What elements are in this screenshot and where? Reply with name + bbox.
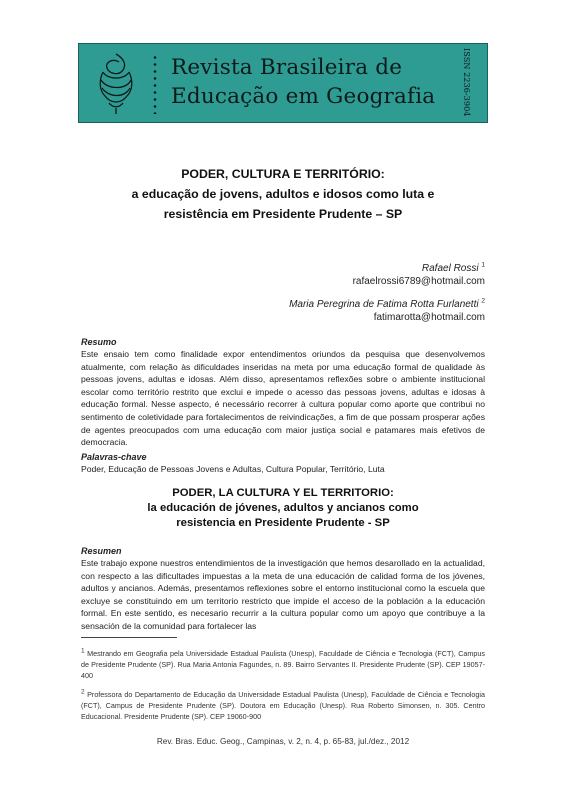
keywords-pt bbox=[81, 451, 485, 476]
spiral-shell-logo-icon bbox=[93, 50, 139, 118]
footnote-2 bbox=[81, 689, 485, 722]
author-1 bbox=[353, 262, 485, 288]
journal-title: Revista Brasileira de Educação em Geografia bbox=[171, 55, 436, 109]
author-1-name: Rafael Rossi bbox=[421, 263, 479, 274]
abstract-pt-label: Resumo bbox=[81, 337, 117, 347]
footnote-2-text: Professora do Departamento de Educação da Universidade Estadual Paulista (Unesp), Faculdade de Ciência e Tecnologia (FCT), Campus de Presidente Prudente (SP). Doutora em Educação (Unesp). Rua Roberto Simonsen, n. 305. Centro Educacional. Presidente Prudente (SP). CEP 19060-900 bbox=[81, 690, 486, 721]
keywords-pt-text: Poder, Educação de Pessoas Jovens e Adultas, Cultura Popular, Território, Luta bbox=[81, 464, 385, 474]
abstract-es-label: Resumen bbox=[81, 546, 122, 556]
author-2 bbox=[289, 298, 485, 324]
footnote-divider bbox=[81, 637, 177, 638]
page-footer-citation: Rev. Bras. Educ. Geog., Campinas, v. 2, n. 4, p. 65-83, jul./dez., 2012 bbox=[156, 737, 410, 746]
author-2-email[interactable]: fatimarotta@hotmail.com bbox=[373, 312, 485, 323]
abstract-es bbox=[81, 545, 485, 633]
abstract-es-text: Este trabajo expone nuestros entendimientos de la investigación que hemos desarollado en la actualidad, con respecto a las dificultades impuestas a la meta de una educación de calidad forma de los jóvenes, adultos y ancianos. Además, presentamos reflexiones sobre el entorno institucional como la escuela que excluye se constituindo em um territorio restricto que impide el acceso de la población a la educación formal. En este sentido, es necesario recurrir a la cultura popular como um apoyo que contribuye a la sensación de la comunidad para fortalecer las bbox=[81, 558, 485, 631]
issn-label: ISSN 2236-3904 bbox=[462, 48, 472, 117]
abstract-pt-text: Este ensaio tem como finalidade expor entendimentos oriundos da pesquisa que desenvolvemos atualmente, com relação às dificuldades inseridas na meta por uma educação formal de qualidade às pessoas jovens, adultas e idosas. Além disso, apresentamos reflexões sobre o ambiente institucional escolar como território restrito que exclui e impede o acesso das pessoas jovens, adultas e idosas à educação formal. Nesse aspecto, é necessário recorrer à cultura popular como aporte que contribui no sentimento de coletividade para fortalecimentos de reivindicações, a fim de que possam prosperar ações de agentes preocupados com uma educação com maior justiça social e patamares mais efetivos de democracia. bbox=[81, 349, 485, 448]
journal-banner bbox=[78, 43, 488, 123]
article-title-es: PODER, LA CULTURA Y EL TERRITORIO: la educación de jóvenes, adultos y ancianos como resistencia en Presidente Prudente - SP bbox=[147, 487, 419, 529]
footnote-2-number: 2 bbox=[81, 688, 85, 696]
abstract-pt bbox=[81, 336, 485, 449]
banner-dot-divider bbox=[153, 54, 157, 114]
author-1-email[interactable]: rafaelrossi6789@hotmail.com bbox=[352, 276, 485, 287]
author-2-footnote-ref[interactable]: 2 bbox=[481, 297, 485, 305]
footnote-1-text: Mestrando em Geografia pela Universidade Estadual Paulista (Unesp), Faculdade de Ciência e Tecnologia (FCT), Campus de Presidente Prudente (SP). Rua Maria Antonia Fagundes, n. 89. Bairro Servantes II. Presidente Prudente (SP). CEP 19057-400 bbox=[81, 649, 485, 680]
author-1-footnote-ref[interactable]: 1 bbox=[481, 261, 485, 269]
footnote-1-number: 1 bbox=[81, 647, 85, 655]
author-2-name: Maria Peregrina de Fatima Rotta Furlanetti bbox=[289, 299, 479, 310]
keywords-pt-label: Palavras-chave bbox=[81, 452, 147, 462]
footnote-1 bbox=[81, 648, 485, 681]
article-title-pt: PODER, CULTURA E TERRITÓRIO: a educação de jovens, adultos e idosos como luta e resistência em Presidente Prudente – SP bbox=[131, 167, 435, 221]
